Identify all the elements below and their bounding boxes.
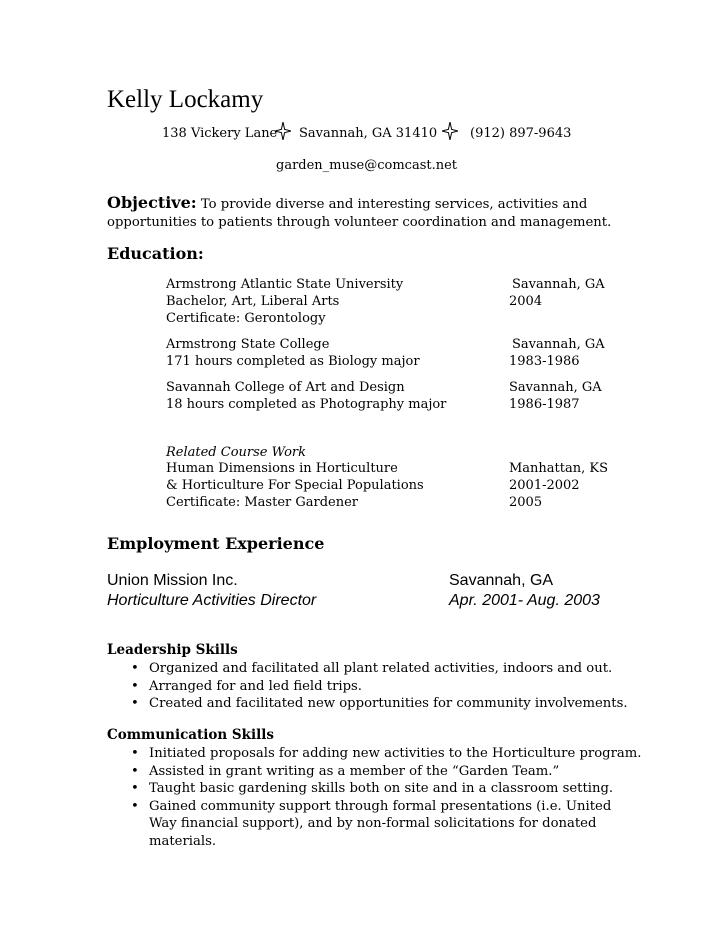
objective [107, 194, 627, 232]
school-location: Savannah, GA [509, 380, 602, 395]
employer-name: Union Mission Inc. [107, 572, 238, 589]
bullet: • [131, 746, 139, 761]
school-dates: 2004 [509, 294, 543, 309]
objective-text: To provide diverse and interesting services, activities and opportunities to patients through volunteer coordination and management. [107, 197, 612, 230]
bullet: • [131, 661, 139, 676]
coursework-line: Human Dimensions in Horticulture [166, 461, 398, 476]
employer-location: Savannah, GA [449, 572, 554, 589]
bullet: • [131, 763, 139, 779]
school-location: Savannah, GA [512, 277, 605, 292]
bullet: • [131, 781, 139, 796]
four-point-star-icon [442, 122, 458, 140]
degree: 18 hours completed as Photography major [166, 397, 447, 412]
four-point-star-icon [275, 122, 291, 140]
degree: 171 hours completed as Biology major [166, 354, 420, 369]
address: 138 Vickery Lane [162, 126, 278, 141]
email: garden_muse@comcast.net [276, 158, 458, 173]
job-dates: Apr. 2001- Aug. 2003 [449, 592, 600, 609]
list-item: • Taught basic gardening skills both on site and in a classroom setting. [131, 781, 614, 796]
school-location: Savannah, GA [512, 337, 605, 352]
coursework-location: Manhattan, KS [509, 461, 609, 476]
list-item: • Arranged for and led field trips. [131, 678, 363, 694]
school-name: Armstrong Atlantic State University [166, 277, 404, 292]
city: Savannah, GA 31410 [299, 126, 438, 141]
school-dates: 1983-1986 [509, 354, 580, 369]
bullet: • [131, 678, 139, 694]
coursework-line: Certificate: Master Gardener [166, 495, 359, 510]
coursework-line: & Horticulture For Special Populations [166, 478, 424, 493]
employment-heading: Employment Experience [107, 534, 325, 553]
objective-label: Objective: [107, 193, 197, 212]
coursework-label: Related Course Work [166, 445, 307, 460]
school-dates: 1986-1987 [509, 397, 580, 412]
communication-list [107, 745, 649, 850]
job-title: Horticulture Activities Director [107, 592, 317, 609]
education-heading: Education: [107, 244, 204, 263]
leadership-list [107, 660, 649, 713]
phone: (912) 897-9643 [470, 126, 572, 141]
school-name: Armstrong State College [166, 337, 330, 352]
school-name: Savannah College of Art and Design [166, 380, 405, 395]
leadership-heading: Leadership Skills [107, 642, 238, 658]
communication-heading: Communication Skills [107, 727, 275, 743]
certificate: Certificate: Gerontology [166, 311, 326, 326]
list-item: • Initiated proposals for adding new activities to the Horticulture program. [131, 746, 642, 761]
coursework-dates: 2001-2002 [509, 478, 580, 493]
candidate-name: Kelly Lockamy [107, 86, 264, 113]
list-item: • Created and facilitated new opportunities for community involvements. [131, 696, 628, 711]
list-item: • Assisted in grant writing as a member of the “Garden Team.” [131, 763, 560, 779]
bullet: • [131, 798, 139, 814]
list-item: • Organized and facilitated all plant related activities, indoors and out. [131, 661, 613, 676]
degree: Bachelor, Art, Liberal Arts [166, 294, 340, 309]
coursework-dates: 2005 [509, 495, 543, 510]
bullet: • [131, 696, 139, 711]
list-item: • Gained community support through formal presentations (i.e. United Way financial support), and by non-formal solicitations for donated materials. [131, 798, 612, 849]
